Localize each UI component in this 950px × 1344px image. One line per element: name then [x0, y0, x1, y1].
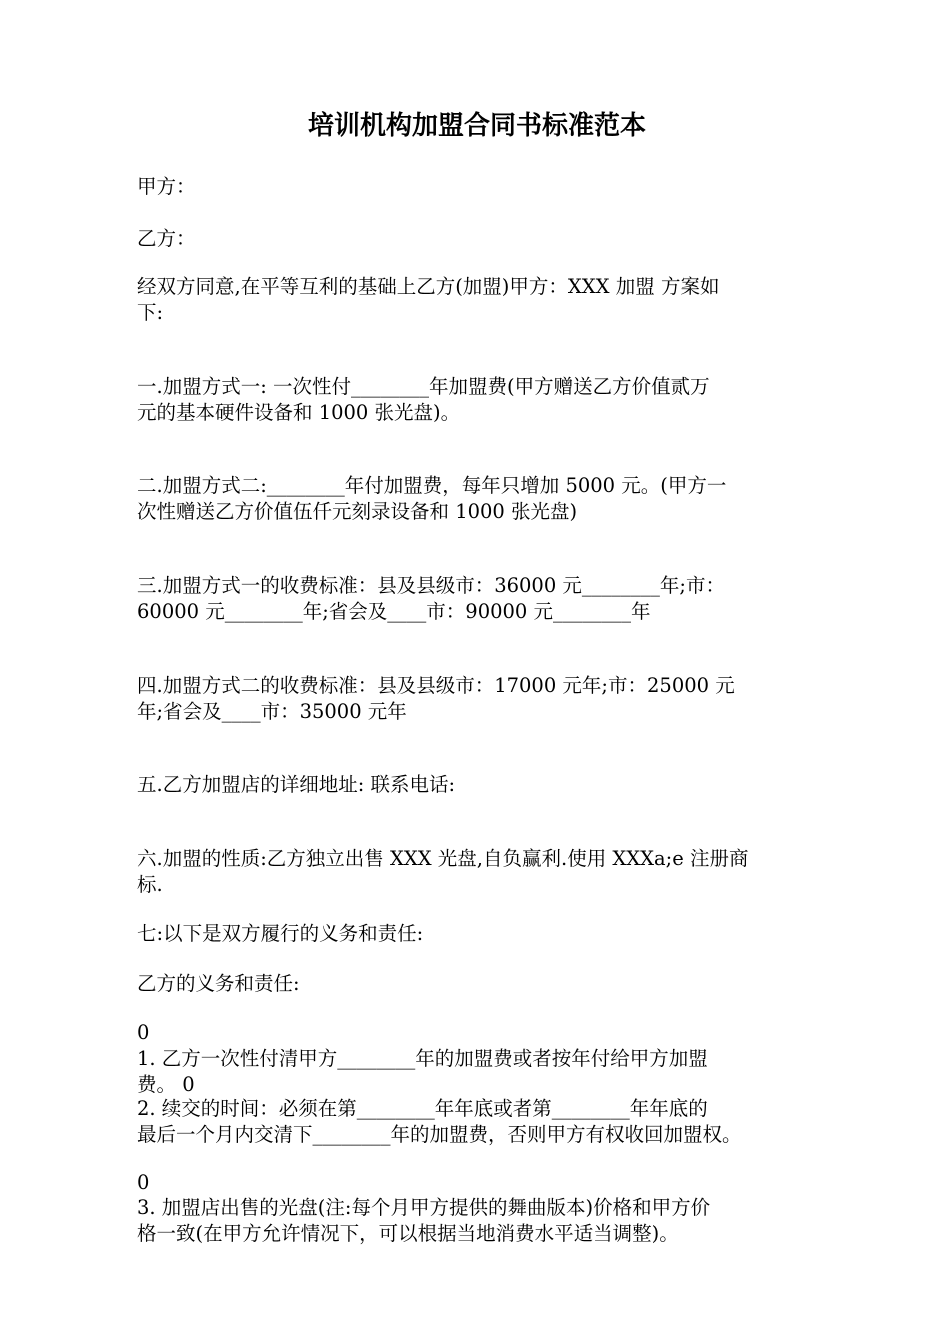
clause-1: [137, 374, 817, 426]
clause-3-line-1: 三.加盟方式一的收费标准：县及县级市：36000 元________年;市：: [137, 574, 725, 597]
intro-line-2: 下:: [137, 301, 164, 324]
clause-4-line-2: 年;省会及____市：35000 元年: [137, 700, 407, 723]
clause-2: [137, 473, 817, 525]
duty-2: [137, 1096, 817, 1148]
marker-zero-1: 0: [137, 1021, 150, 1044]
duty-3-line-1: 3. 加盟店出售的光盘(注:每个月甲方提供的舞曲版本)价格和甲方价: [137, 1196, 711, 1219]
clause-4: [137, 673, 817, 725]
party-b-duties-heading: 乙方的义务和责任:: [137, 972, 300, 995]
clause-3: [137, 573, 817, 625]
marker-zero-2: 0: [137, 1171, 150, 1194]
intro-line-1: 经双方同意,在平等互利的基础上乙方(加盟)甲方：XXX 加盟 方案如: [137, 275, 720, 298]
party-a-label: 甲方：: [137, 175, 196, 198]
duty-3: [137, 1195, 817, 1247]
party-b-label: 乙方：: [137, 227, 196, 250]
duty-1-line-2: 费。 0: [137, 1073, 195, 1096]
clause-6-line-2: 标.: [137, 873, 163, 896]
clause-6-line-1: 六.加盟的性质:乙方独立出售 XXX 光盘,自负赢利.使用 XXXa;e 注册商: [137, 847, 749, 870]
clause-1-line-1: 一.加盟方式一: 一次性付________年加盟费(甲方赠送乙方价值贰万: [137, 375, 710, 398]
clause-5: 五.乙方加盟店的详细地址: 联系电话:: [137, 773, 456, 796]
duty-1: [137, 1046, 817, 1098]
duty-2-line-2: 最后一个月内交清下________年的加盟费，否则甲方有权收回加盟权。: [137, 1123, 742, 1146]
clause-6: [137, 846, 817, 898]
clause-2-line-1: 二.加盟方式二:________年付加盟费，每年只增加 5000 元。(甲方一: [137, 474, 727, 497]
clause-7: 七:以下是双方履行的义务和责任:: [137, 922, 424, 945]
clause-3-line-2: 60000 元________年;省会及____市：90000 元________年: [137, 600, 651, 623]
clause-4-line-1: 四.加盟方式二的收费标准：县及县级市：17000 元年;市：25000 元: [137, 674, 735, 697]
duty-1-line-1: 1. 乙方一次性付清甲方________年的加盟费或者按年付给甲方加盟: [137, 1047, 708, 1070]
intro-paragraph: [137, 274, 817, 326]
document-title: 培训机构加盟合同书标准范本: [307, 111, 646, 141]
clause-1-line-2: 元的基本硬件设备和 1000 张光盘)。: [137, 401, 461, 424]
duty-3-line-2: 格一致(在甲方允许情况下，可以根据当地消费水平适当调整)。: [137, 1222, 679, 1245]
clause-2-line-2: 次性赠送乙方价值伍仟元刻录设备和 1000 张光盘): [137, 500, 578, 523]
duty-2-line-1: 2. 续交的时间：必须在第________年年底或者第________年年底的: [137, 1097, 708, 1120]
